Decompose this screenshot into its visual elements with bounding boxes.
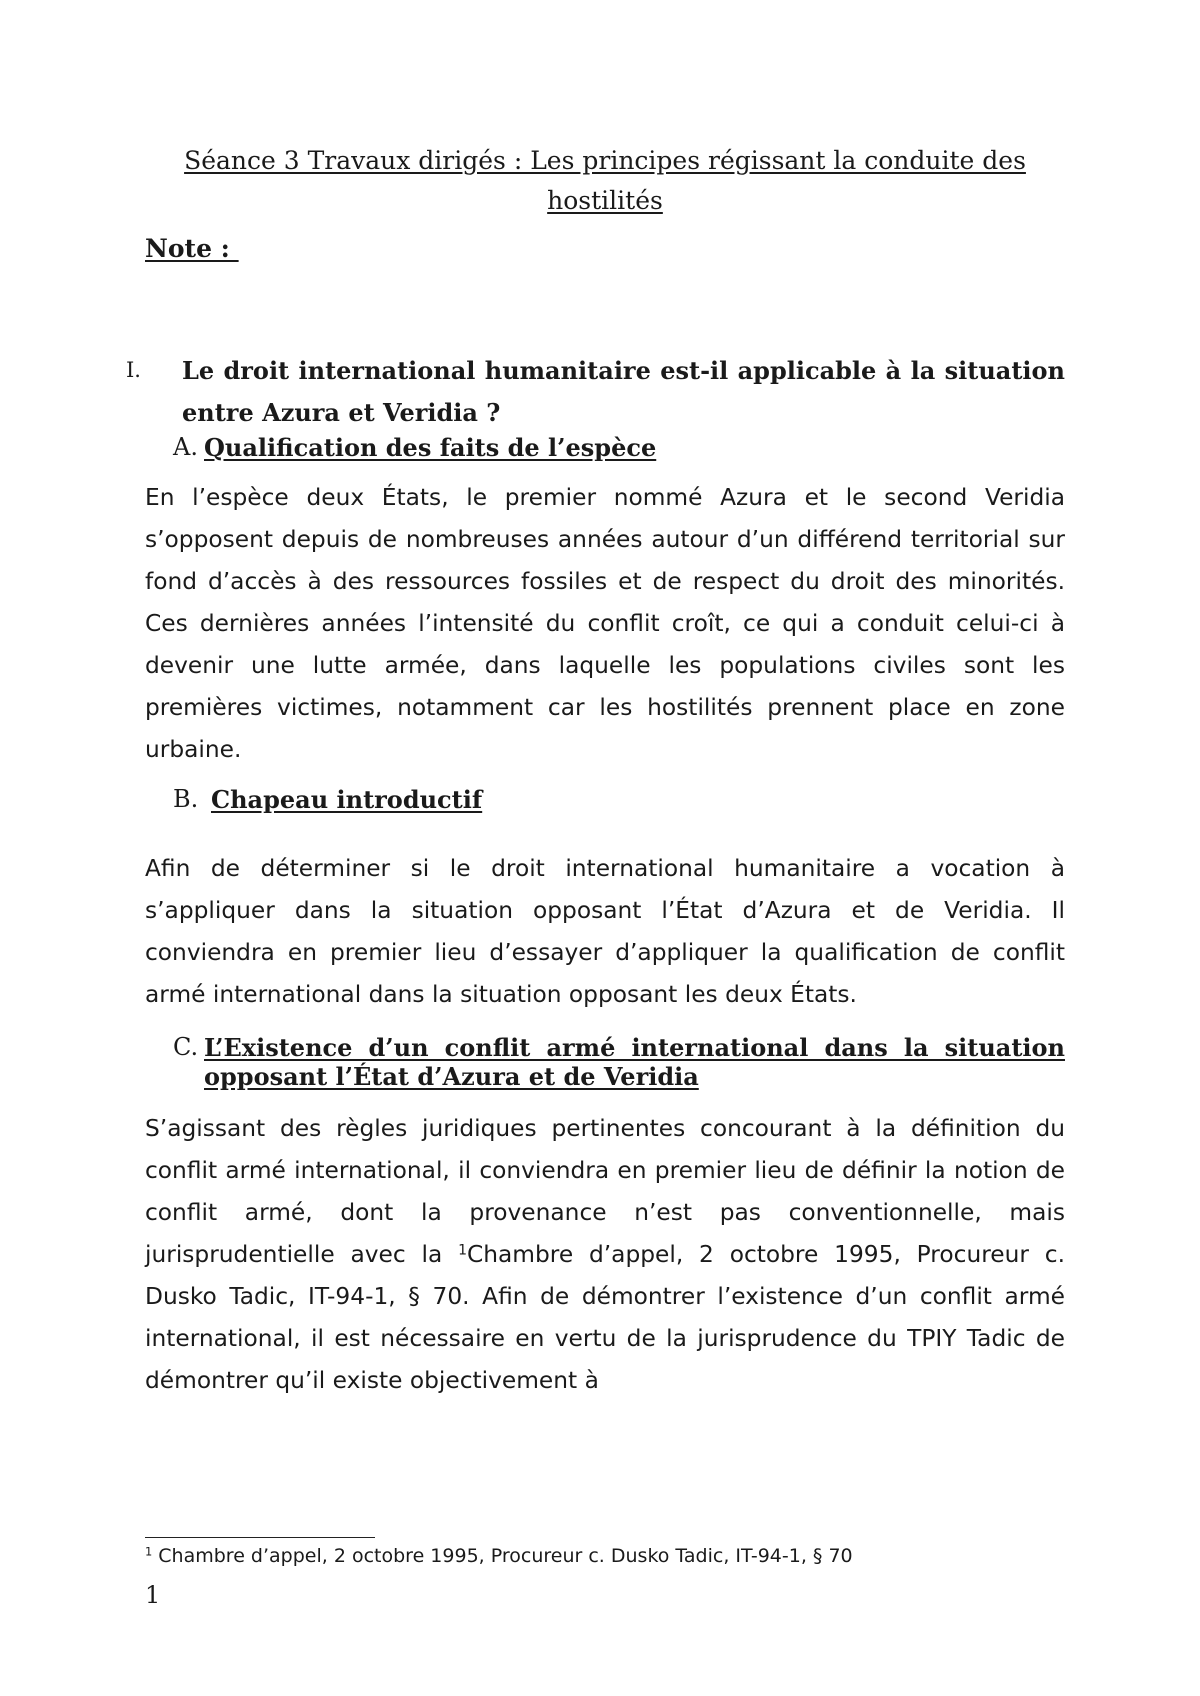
paragraph-existence-part-1: S’agissant des règles juridiques pertinentes concourant à la définition du conflit armé international, il conviendra en premier lieu de définir la notion de conflit armé, dont la provenance n’est pas conventionnelle, mais jurisprudentielle avec la — [145, 1115, 1065, 1268]
subsection-b-title: Chapeau introductif — [211, 785, 483, 814]
footnote-separator — [145, 1537, 375, 1538]
footnote — [145, 1543, 853, 1569]
subsection-a-letter: A. — [173, 433, 198, 461]
paragraph-qualification: En l’espèce deux États, le premier nommé Azura et le second Veridia s’opposent depuis de nombreuses années autour d’un différend territorial sur fond d’accès à des ressources fossiles et de respect du droit des minorités. Ces dernières années l’intensité du conflit croît, ce qui a conduit celui-ci à devenir une lutte armée, dans laquelle les populations civiles sont les premières victimes, notamment car les hostilités prennent place en zone urbaine. — [145, 484, 1065, 763]
subsection-b-heading — [173, 785, 1065, 814]
subsection-c-title: L’Existence d’un conflit armé international dans la situation opposant l’État d’Azura et de Veridia — [204, 1033, 1065, 1091]
subsection-a-title: Qualification des faits de l’espèce — [204, 433, 657, 462]
paragraph-existence — [145, 1108, 1065, 1402]
subsection-c-heading — [173, 1033, 1065, 1091]
section-title: Le droit international humanitaire est-il applicable à la situation entre Azura et Veridia ? — [182, 356, 1065, 427]
page-number: 1 — [145, 1581, 161, 1609]
subsection-c-letter: C. — [173, 1033, 199, 1061]
section-number: I. — [126, 358, 141, 382]
footnote-text: Chambre d’appel, 2 octobre 1995, Procureur c. Dusko Tadic, IT-94-1, § 70 — [152, 1545, 853, 1567]
document-title: Séance 3 Travaux dirigés : Les principes régissant la conduite des hostilités — [184, 146, 1026, 215]
note-label: Note : — [145, 234, 239, 263]
subsection-b-letter: B. — [173, 785, 199, 813]
paragraph-existence-part-2: Chambre d’appel, 2 octobre 1995, Procureur c. Dusko Tadic, IT-94-1, § 70. Afin de démontrer l’existence d’un conflit armé international, il est nécessaire en vertu de la jurisprudence du TPIY Tadic de démontrer qu’il existe objectivement à — [145, 1241, 1065, 1394]
subsection-a-heading — [173, 433, 1065, 462]
footnote-marker: 1 — [145, 1544, 153, 1559]
paragraph-chapeau: Afin de déterminer si le droit international humanitaire a vocation à s’appliquer dans la situation opposant l’État d’Azura et de Veridia. Il conviendra en premier lieu d’essayer d’appliquer la qualification de conflit armé international dans la situation opposant les deux États. — [145, 855, 1065, 1008]
footnote-reference[interactable]: 1 — [458, 1242, 467, 1259]
